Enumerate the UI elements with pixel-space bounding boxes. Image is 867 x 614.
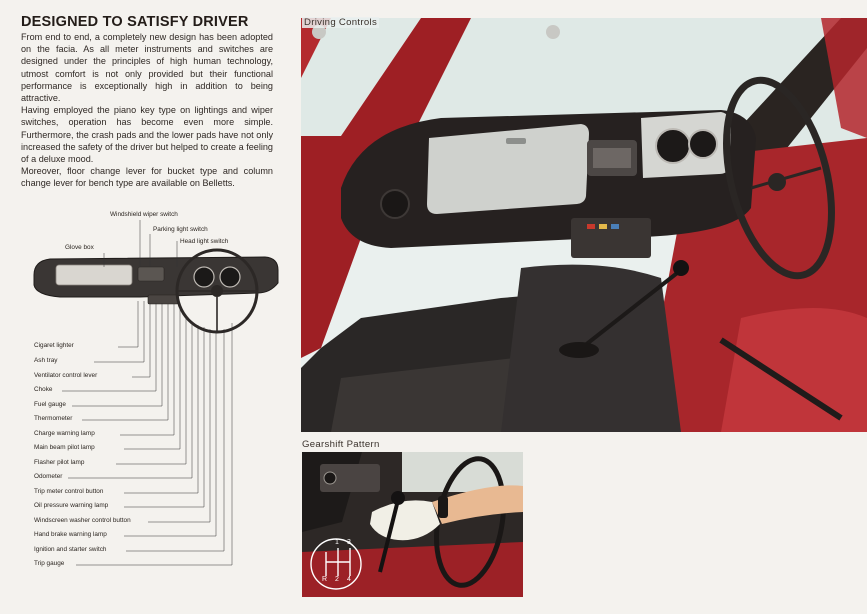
- callout-label: Fuel gauge: [34, 401, 66, 408]
- callout-label: Choke: [34, 386, 53, 393]
- paragraph: Moreover, floor change lever for bucket type and column change lever for bench type are available on Belletts.: [21, 166, 273, 189]
- callout-windshield-wiper-switch: Windshield wiper switch: [110, 211, 178, 218]
- gear-digit: 1: [335, 539, 339, 546]
- callout-label: Trip meter control button: [34, 488, 104, 495]
- callout-label: Cigaret lighter: [34, 342, 74, 349]
- centre-cluster: [138, 267, 164, 281]
- callout-label: Trip gauge: [34, 560, 65, 567]
- dashboard-diagram-drawing: [20, 205, 300, 585]
- gear-digit: 2: [335, 576, 339, 583]
- callout-label: Windscreen washer control button: [34, 517, 131, 524]
- dashboard-diagram: [20, 205, 300, 585]
- callout-label: Main beam pilot lamp: [34, 444, 95, 451]
- driving-controls-photo: [301, 18, 867, 432]
- callout-label: Oil pressure warning lamp: [34, 502, 109, 509]
- gear-pattern-badge: [306, 536, 366, 592]
- callout-label: Ash tray: [34, 357, 58, 364]
- page-heading: DESIGNED TO SATISFY DRIVER: [21, 14, 249, 30]
- callout-label: Ignition and starter switch: [34, 546, 107, 553]
- callout-parking-light-switch: Parking light switch: [153, 226, 208, 233]
- paragraph: From end to end, a completely new design has been adopted on the facia. As all meter instruments and switches are designed under the principles of high human technology, utmost comfort is not only provided but their functional performance is exceptionally high in addition to being attractive.: [21, 32, 273, 104]
- callout-label: Charge warning lamp: [34, 430, 95, 437]
- gauge-left: [194, 267, 214, 287]
- callout-label: Hand brake warning lamp: [34, 531, 107, 538]
- gear-digit: 3: [347, 539, 351, 546]
- intro-text: [21, 31, 273, 190]
- callout-label: Ventilator control lever: [34, 372, 98, 379]
- paragraph: Having employed the piano key type on lightings and wiper switches, operation has become even more simple. Furthermore, the crash pads and the lower pads have not only increased the safety of the driver but helped to create a feeling of a deluxe mood.: [21, 105, 273, 165]
- gear-digit: R: [322, 576, 328, 583]
- glove-box-panel: [56, 265, 132, 285]
- callout-head-light-switch: Head light switch: [180, 238, 229, 245]
- gearshift-caption: Gearshift Pattern: [302, 439, 380, 450]
- driving-controls-illustration: [301, 18, 867, 432]
- callout-label: Odometer: [34, 473, 63, 480]
- driving-controls-caption: Driving Controls: [304, 17, 378, 28]
- callout-glove-box: Glove box: [65, 244, 94, 251]
- callout-label: Thermometer: [34, 415, 73, 422]
- switch-cluster: [148, 295, 178, 304]
- gauge-right: [220, 267, 240, 287]
- gear-digit: 4: [347, 576, 351, 583]
- callout-label: Flasher pilot lamp: [34, 459, 85, 466]
